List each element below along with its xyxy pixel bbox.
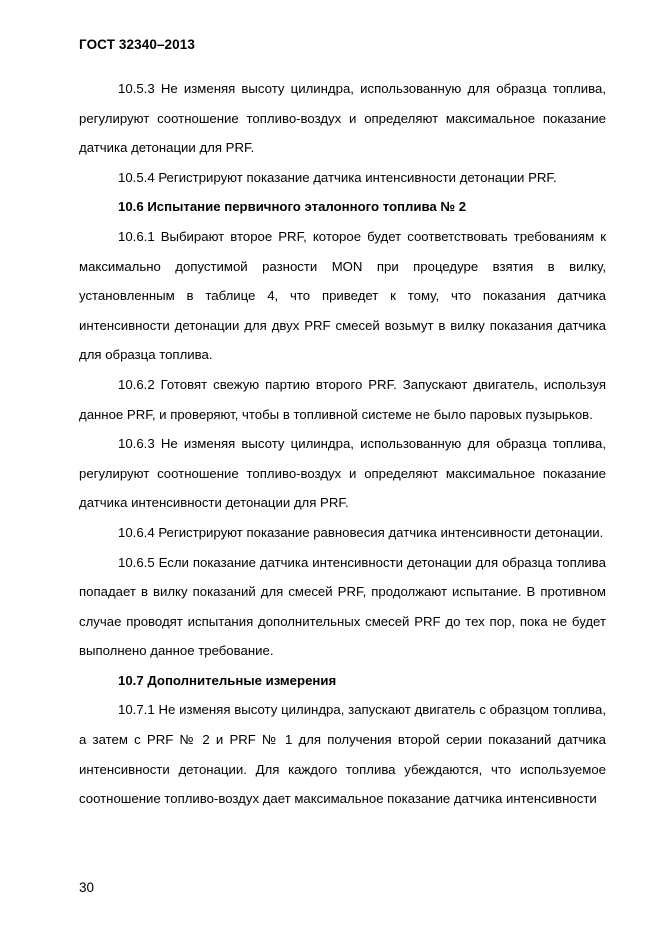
paragraph-10-5-4: 10.5.4 Регистрируют показание датчика интенсивности детонации PRF. (118, 169, 557, 185)
paragraph-10-6-1: 10.6.1 Выбирают второе PRF, которое будет соответствовать требованиям к максимально допустимой разности MON при процедуре взятия в вилку, установленным в таблице 4, что приведет к тому, что показания датчика интенсивности детонации для двух PRF смесей возьмут в вилку показания датчика для образца топлива. (79, 228, 606, 363)
paragraph-10-6-2: 10.6.2 Готовят свежую партию второго PRF. Запускают двигатель, используя данное PRF, и проверяют, чтобы в топливной системе не было паровых пузырьков. (79, 376, 606, 422)
paragraph-10-5-3: 10.5.3 Не изменяя высоту цилиндра, использованную для образца топлива, регулируют соотношение топливо-воздух и определяют максимальное показание датчика детонации для PRF. (79, 81, 606, 156)
paragraph-10-6-3: 10.6.3 Не изменяя высоту цилиндра, использованную для образца топлива, регулируют соотношение топливо-воздух и определяют максимальное показание датчика интенсивности детонации для PRF. (79, 436, 606, 511)
page-number: 30 (79, 880, 95, 895)
document-body (79, 74, 606, 814)
section-heading-10-6: 10.6 Испытание первичного эталонного топлива № 2 (118, 199, 467, 215)
paragraph-10-7-1: 10.7.1 Не изменяя высоту цилиндра, запускают двигатель с образцом топлива, а затем с PRF № 2 и PRF № 1 для получения второй серии показаний датчика интенсивности детонации. Для каждого топлива убеждаются, что используемое соотношение топливо-воздух дает максимальное показание датчика интенсивности (79, 702, 606, 807)
paragraph-10-6-4: 10.6.4 Регистрируют показание равновесия датчика интенсивности детонации. (118, 524, 604, 540)
document-code: ГОСТ 32340–2013 (79, 37, 195, 52)
section-heading-10-7: 10.7 Дополнительные измерения (118, 672, 337, 688)
paragraph-10-6-5: 10.6.5 Если показание датчика интенсивности детонации для образца топлива попадает в вилку показаний для смесей PRF, продолжают испытание. В противном случае проводят испытания дополнительных смесей PRF до тех пор, пока не будет выполнено данное требование. (79, 554, 606, 659)
